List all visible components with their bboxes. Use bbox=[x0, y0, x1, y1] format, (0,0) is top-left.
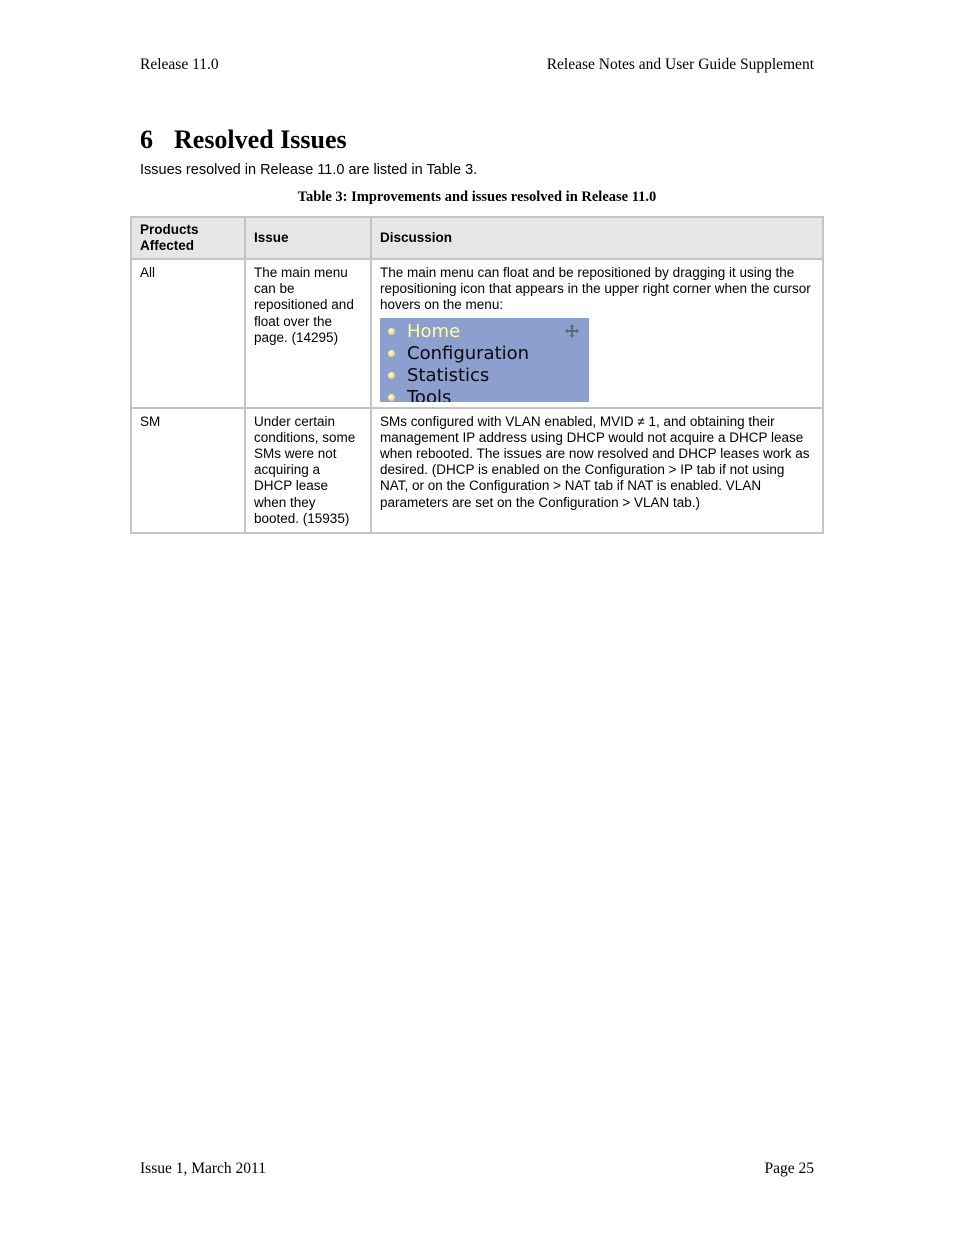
bullet-icon bbox=[388, 350, 395, 357]
table-header-row bbox=[132, 218, 822, 260]
discussion-text: The main menu can float and be repositioned by dragging it using the repositioning icon that appears in the upper right corner when the cursor hovers on the menu: bbox=[380, 265, 811, 313]
table-row bbox=[132, 260, 822, 409]
menu-item-label: Home bbox=[407, 320, 461, 342]
menu-item-tools bbox=[388, 387, 589, 402]
resolved-issues-table bbox=[130, 216, 824, 534]
cell-issue: The main menu can be repositioned and float over the page. (14295) bbox=[246, 260, 372, 409]
section-number: 6 bbox=[140, 125, 153, 154]
menu-list bbox=[380, 318, 589, 402]
section-title: Resolved Issues bbox=[174, 125, 347, 154]
menu-item-configuration bbox=[388, 343, 589, 365]
bullet-icon bbox=[388, 394, 395, 401]
menu-item-statistics bbox=[388, 365, 589, 387]
menu-item-label: Statistics bbox=[407, 364, 490, 386]
cell-issue: Under certain conditions, some SMs were not acquiring a DHCP lease when they booted. (15935) bbox=[246, 409, 372, 532]
table-row bbox=[132, 409, 822, 532]
menu-screenshot bbox=[380, 318, 589, 402]
header-products-affected: Products Affected bbox=[132, 218, 246, 260]
cell-discussion: SMs configured with VLAN enabled, MVID ≠ 1, and obtaining their management IP address using DHCP would not acquire a DHCP lease when rebooted. The issues are now resolved and DHCP leases work as desired. (DHCP is enabled on the Configuration > IP tab if not using NAT, or on the Configuration > NAT tab if NAT is enabled. VLAN parameters are set on the Configuration > VLAN tab.) bbox=[380, 413, 810, 510]
bullet-icon bbox=[388, 372, 395, 379]
footer-issue-date: Issue 1, March 2011 bbox=[140, 1160, 266, 1177]
cell-product: SM bbox=[132, 409, 246, 532]
menu-item-label: Configuration bbox=[407, 342, 530, 364]
menu-item-label: Tools bbox=[407, 386, 452, 402]
header-release: Release 11.0 bbox=[140, 56, 219, 73]
header-discussion: Discussion bbox=[372, 218, 822, 260]
header-doc-title: Release Notes and User Guide Supplement bbox=[546, 56, 814, 73]
cell-product: All bbox=[132, 260, 246, 409]
section-heading bbox=[140, 125, 347, 155]
intro-text: Issues resolved in Release 11.0 are listed in Table 3. bbox=[140, 162, 478, 178]
header-issue: Issue bbox=[246, 218, 372, 260]
cell-discussion bbox=[372, 260, 822, 409]
footer-page-number: Page 25 bbox=[764, 1160, 814, 1177]
bullet-icon bbox=[388, 328, 395, 335]
move-icon bbox=[565, 324, 579, 338]
menu-item-home bbox=[388, 321, 589, 343]
table-caption: Table 3: Improvements and issues resolved in Release 11.0 bbox=[297, 189, 657, 205]
